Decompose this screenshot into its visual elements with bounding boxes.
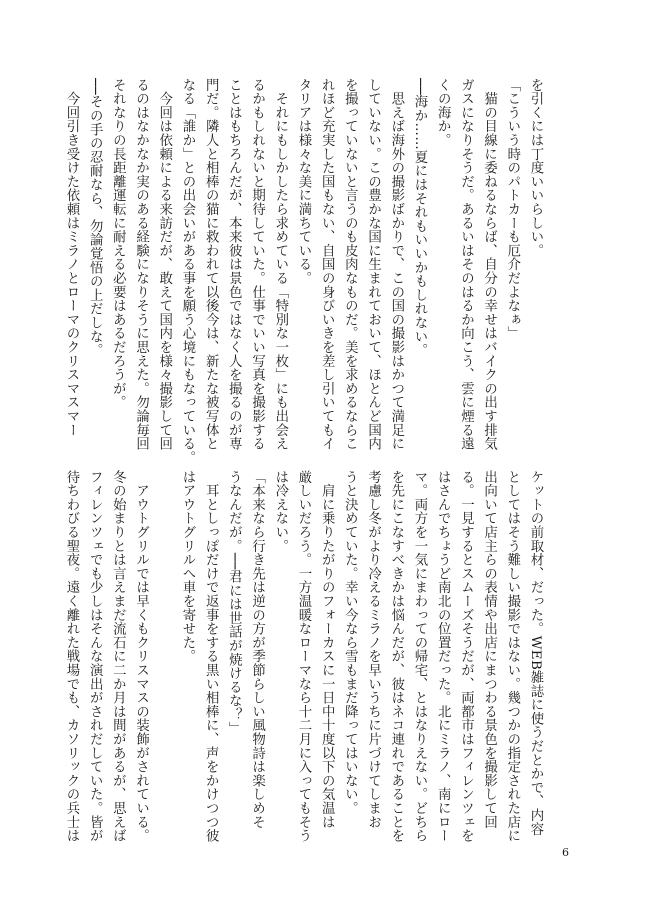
text-line: それなりの長距離運転に耐える必要はあるだろうが。 — [110, 78, 126, 410]
text-line: 考慮し冬がより冷えるミラノを早いうちに片づけてしまお — [365, 470, 381, 829]
text-line: るかもしれないと期待していた。仕事でいい写真を撮影する — [249, 78, 265, 451]
text-line: ケットの前取材、だった。WEB雑誌に使うだとかで、内容 — [528, 470, 543, 836]
text-line: 肩に乗りたがりのフォーカスに一日中十度以下の気温は — [319, 470, 335, 829]
text-line: うなんだが。──君には世話が焼けるな？」 — [226, 470, 242, 736]
text-line: はアウトグリルへ車を寄せた。 — [179, 470, 195, 664]
text-line: れほど充実した国もない、自国の身びいきを差し引いてもイ — [319, 78, 335, 451]
text-line: アウトグリルでは早くもクリスマスの装飾がされている。 — [133, 470, 149, 843]
text-line: を先にこなすべきかは悩んだが、彼はネコ連れであることを — [388, 470, 404, 843]
text-line: それにもしかしたら求めている「特別な一枚」にも出会え — [272, 78, 288, 451]
text-line: 待ちわびる聖夜。遠く離れた戦場でも、カソリックの兵士は — [63, 470, 79, 843]
text-line: 厳しいだろう。一方温暖なローマなら十二月に入ってもそう — [295, 470, 311, 843]
text-line: 今回は依頼による来訪だが、敢えて国内を様々撮影して回 — [156, 78, 172, 451]
upper-text-block — [63, 78, 547, 465]
text-line: はさんでちょうど南北の位置だった。北にミラノ、南にロー — [435, 470, 451, 843]
text-line: していない。この豊かな国に生まれておいて、ほとんど国内 — [365, 78, 381, 451]
text-line: なる「誰か」との出会いがある事を願う心境にもなっている。 — [179, 78, 195, 465]
text-line: を撮っていないと言うのも皮肉なものだ。美を求めるならこ — [342, 78, 358, 451]
text-line: ──その手の忍耐なら、勿論覚悟の上だしな。 — [87, 78, 103, 358]
text-line: 猫の目線に委ねるならば、自分の幸せはバイクの出す排気 — [481, 78, 497, 451]
text-line: ことはもちろんだが、本来彼は景色ではなく人を撮るのが専 — [226, 78, 242, 451]
text-line: 思えば海外の撮影ばかりで、この国の撮影はかつて満足に — [388, 78, 404, 451]
text-line: 出向いて店主らの表情や出店にまつわる景色を撮影して回 — [481, 470, 497, 829]
text-line: 耳としっぽだけで返事をする黒い相棒に、声をかけつつ彼 — [203, 470, 219, 843]
text-line: 冬の始まりとは言えまだ流石に二か月は間があるが、思えば — [110, 470, 126, 843]
text-line — [153, 470, 176, 840]
lower-text-block — [63, 470, 547, 843]
text-line: うと決めていた。幸い今なら雪もまだ降ってはいない。 — [342, 470, 358, 815]
text-line: る。一見するとスムーズそうだが、両都市はフィレンツェを — [458, 470, 474, 843]
text-line: 「本来なら行き先は逆の方が季節らしい風物詩は楽しめそ — [249, 470, 265, 829]
text-line: るのはなかなか実のある経験になりそうに思えた。勿論毎回 — [133, 78, 149, 451]
text-line: 「こういう時のパトカーも厄介だよなぁ」 — [504, 78, 520, 341]
text-line: フィレンツェでも少しはそんな演出がされだしていた。皆が — [87, 470, 103, 843]
page-number: 6 — [562, 846, 569, 859]
text-line: くの海か。 — [435, 78, 451, 147]
text-line: 門だ。隣人と相棒の猫に救われて以後今は、新たな被写体と — [203, 78, 219, 451]
text-line: を引くには丁度いいらしい。 — [528, 78, 543, 258]
text-line: タリアは様々な美に満ちている。 — [295, 78, 311, 285]
text-line: は冷えない。 — [272, 470, 288, 553]
text-line: ──海か……夏にはそれもいいかもしれない。 — [411, 78, 427, 358]
text-line: 今回引き受けた依頼はミラノとローマのクリスマスマー — [63, 78, 79, 437]
text-line: マ。両方を一気にまわっての帰宅、とはなりえない。どちら — [411, 470, 427, 843]
text-line: としてはそう難しい撮影ではない。幾つかの指定された店に — [504, 470, 520, 843]
text-line: ガスになりそうだ。あるいはそのはるか向こう、雲に煙る遠 — [458, 78, 474, 451]
